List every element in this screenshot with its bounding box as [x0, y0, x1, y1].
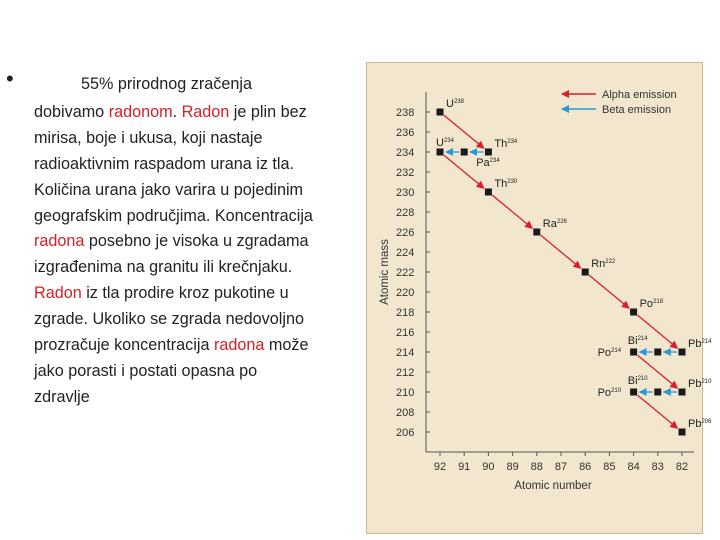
mass-superscript: 230 [507, 179, 518, 185]
text-segment: dobivamo [34, 102, 109, 121]
bullet-marker: • [6, 66, 14, 91]
highlight-word: radonom [108, 102, 173, 121]
text-line [34, 178, 364, 204]
nuclide-marker [437, 149, 444, 156]
nuclide-marker [437, 109, 444, 116]
element-symbol: Po [597, 347, 612, 359]
text-line [34, 359, 364, 385]
legend-label: Alpha emission [602, 89, 677, 101]
y-axis-title: Atomic mass [379, 239, 391, 305]
mass-superscript: 234 [489, 158, 500, 164]
mass-superscript: 218 [653, 299, 664, 305]
x-tick-label: 92 [433, 461, 447, 473]
y-tick-label: 218 [396, 307, 415, 319]
y-tick-label: 214 [396, 347, 415, 359]
x-tick-label: 84 [627, 461, 640, 473]
y-tick-label: 210 [396, 387, 415, 399]
text-line [34, 255, 364, 281]
element-symbol: Pb [688, 378, 702, 390]
nuclide-marker [654, 389, 661, 396]
mass-superscript: 214 [701, 339, 712, 345]
x-tick-label: 83 [651, 461, 664, 473]
element-symbol: U [436, 137, 444, 149]
text-segment: je plin bez [229, 102, 307, 121]
nuclide-marker [630, 309, 637, 316]
text-line [34, 385, 364, 411]
text-line [34, 152, 364, 178]
element-symbol: Bi [627, 335, 638, 347]
text-segment: jako porasti i postati opasna po [34, 361, 258, 380]
mass-superscript: 226 [556, 219, 567, 225]
x-tick-label: 85 [603, 461, 616, 473]
y-tick-label: 216 [396, 327, 415, 339]
text-segment: 55% prirodnog zračenja [81, 75, 252, 93]
mass-superscript: 210 [637, 376, 648, 382]
text-segment: iz tla prodire kroz pukotine u [81, 284, 289, 303]
text-segment: posebno je visoka u zgradama [84, 232, 309, 251]
element-symbol: Po [639, 298, 654, 310]
nuclide-marker [461, 149, 468, 156]
nuclide-marker [630, 349, 637, 356]
text-line [34, 281, 364, 307]
y-tick-label: 224 [396, 247, 415, 259]
text-segment: izgrađenima na granitu ili krečnjaku. [34, 258, 293, 277]
x-tick-label: 89 [506, 461, 519, 473]
y-tick-label: 222 [396, 267, 415, 279]
highlight-word: radona [213, 336, 265, 355]
mass-superscript: 234 [443, 138, 454, 144]
text-segment: zgrade. Ukoliko se zgrada nedovoljno [34, 310, 304, 329]
mass-superscript: 206 [701, 419, 712, 425]
text-line [34, 307, 364, 333]
element-symbol: U [446, 98, 454, 110]
text-segment: može [264, 336, 309, 355]
x-tick-label: 86 [579, 461, 592, 473]
text-line [34, 100, 364, 126]
nuclide-marker [654, 349, 661, 356]
element-symbol: Pa [476, 157, 490, 169]
x-tick-label: 88 [530, 461, 543, 473]
nuclide-label [688, 338, 712, 350]
mass-superscript: 222 [605, 259, 616, 265]
y-tick-label: 228 [396, 207, 415, 219]
legend-label: Beta emission [602, 104, 672, 116]
element-symbol: Po [597, 387, 612, 399]
y-tick-label: 238 [396, 107, 415, 119]
y-tick-label: 236 [396, 127, 415, 139]
element-symbol: Pb [688, 338, 702, 350]
x-tick-label: 82 [675, 461, 689, 473]
y-tick-label: 206 [396, 427, 415, 439]
text-segment: zdravlje [34, 387, 90, 406]
y-tick-label: 212 [396, 367, 415, 379]
nuclide-marker [679, 389, 686, 396]
mass-superscript: 214 [611, 348, 622, 354]
text-segment: radioaktivnim raspadom urana iz tla. [34, 154, 295, 173]
element-symbol: Th [494, 178, 508, 190]
nuclide-marker [630, 389, 637, 396]
element-symbol: Ra [542, 218, 557, 230]
nuclide-marker [679, 429, 686, 436]
mass-superscript: 238 [453, 99, 464, 105]
text-segment: prozračuje koncentracija [34, 336, 214, 355]
nuclide-label [688, 378, 712, 390]
highlight-word: radona [34, 232, 85, 251]
x-axis-title: Atomic number [514, 480, 592, 492]
highlight-word: Radon [181, 102, 230, 121]
y-tick-label: 226 [396, 227, 415, 239]
nuclide-marker [582, 269, 589, 276]
nuclide-marker [485, 149, 492, 156]
nuclide-marker [533, 229, 540, 236]
y-tick-label: 230 [396, 187, 415, 199]
decay-chain-diagram [366, 62, 712, 534]
mass-superscript: 210 [611, 388, 622, 394]
text-line [34, 204, 364, 230]
nuclide-label [688, 418, 712, 430]
element-symbol: Th [494, 138, 508, 150]
element-symbol: Rn [591, 258, 606, 270]
text-segment: geografskim područjima. Koncentracija [34, 206, 313, 225]
nuclide-marker [485, 189, 492, 196]
decay-chain-figure [366, 62, 712, 534]
text-segment: Količina urana jako varira u pojedinim [34, 180, 304, 199]
mass-superscript: 210 [701, 379, 712, 385]
y-tick-label: 220 [396, 287, 415, 299]
text-line [34, 229, 364, 255]
slide-body-text [34, 72, 364, 411]
y-tick-label: 234 [396, 147, 415, 159]
x-tick-label: 87 [554, 461, 568, 473]
x-tick-label: 90 [482, 461, 495, 473]
highlight-word: Radon [34, 284, 82, 303]
mass-superscript: 234 [507, 139, 518, 145]
text-line [34, 333, 364, 359]
element-symbol: Bi [627, 375, 638, 387]
text-segment: . [172, 102, 182, 121]
mass-superscript: 214 [637, 336, 648, 342]
text-line [34, 126, 364, 152]
y-tick-label: 208 [396, 407, 415, 419]
text-segment: mirisa, boje i ukusa, koji nastaje [34, 128, 263, 147]
nuclide-marker [679, 349, 686, 356]
y-tick-label: 232 [396, 167, 415, 179]
element-symbol: Pb [688, 418, 702, 430]
x-tick-label: 91 [458, 461, 471, 473]
text-line [34, 72, 364, 98]
